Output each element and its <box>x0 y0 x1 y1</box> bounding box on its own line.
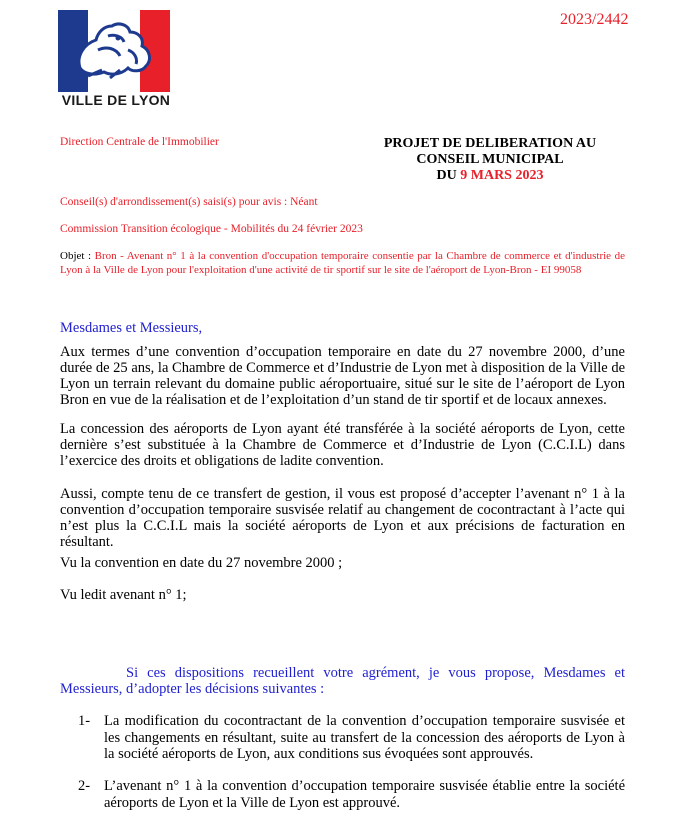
vu-avenant: Vu ledit avenant n° 1; <box>60 587 187 603</box>
decision-item-2 <box>78 778 625 811</box>
objet-block <box>60 250 625 277</box>
title-line-2: CONSEIL MUNICIPAL <box>416 152 564 167</box>
decision-text: La modification du cocontractant de la convention d’occupation temporaire susvisée et les changements en résultant, suite au transfert de la concession des aéroports de Lyon à la société aéroports de Lyon, aux conditions sus évoquées sont approuvés. <box>104 713 625 762</box>
direction-label: Direction Centrale de l'Immobilier <box>60 136 219 148</box>
proposal-text: Si ces dispositions recueillent votre agrément, je vous propose, Mesdames et Messieurs, d’adopter les décisions suivantes : <box>60 665 625 697</box>
logo-wordmark: VILLE DE LYON <box>61 92 171 108</box>
decision-number: 1- <box>78 713 91 729</box>
page-title <box>360 136 620 184</box>
paragraph-1: Aux termes d’une convention d’occupation temporaire en date du 27 novembre 2000, d’une durée de 25 ans, la Chambre de Commerce et d’Industrie de Lyon met à disposition de la Ville de Lyon un terrain relevant du domaine public aéroportuaire, situé sur le site de l’aéroport de Lyon Bron en vue de la réalisation et de l’exploitation d’un stand de tir sportif et de locaux annexes. <box>60 344 625 408</box>
paragraph-3: Aussi, compte tenu de ce transfert de gestion, il vous est proposé d’accepter l’avenant n° 1 à la convention d’occupation temporaire susvisée relatif au changement de cocontractant à l’acte qui n’est plus la C.C.I.L mais la société aéroports de Lyon et aux précisions de facturation en résultant. <box>60 486 625 550</box>
title-date-line <box>360 168 620 184</box>
document-number: 2023/2442 <box>560 11 629 28</box>
commission-line: Commission Transition écologique - Mobilités du 24 février 2023 <box>60 223 363 235</box>
paragraph-2: La concession des aéroports de Lyon ayant été transférée à la société aéroports de Lyon, cette dernière s’est substituée à la Chambre de Commerce et d’Industrie de Lyon (C.C.I.L) dans l’exercice des droits et obligations de ladite convention. <box>60 421 625 469</box>
lion-crest-icon <box>58 10 170 92</box>
objet-text: Bron - Avenant n° 1 à la convention d'occupation temporaire consentie par la Chambre de commerce et d'industrie de Lyon à la Ville de Lyon pour l'exploitation d'une activité de tir sportif sur le site de l'aéroport de Lyon-Bron - EI 99058 <box>60 250 625 276</box>
conseils-line: Conseil(s) d'arrondissement(s) saisi(s) pour avis : Néant <box>60 196 318 208</box>
title-date: 9 MARS 2023 <box>460 168 544 183</box>
title-date-prefix: DU <box>436 168 457 183</box>
objet-label: Objet : <box>60 250 92 262</box>
decision-item-1 <box>78 713 625 763</box>
decision-text: L’avenant n° 1 à la convention d’occupation temporaire susvisée établie entre la société aéroports de Lyon et la Ville de Lyon est approuvé. <box>104 778 625 811</box>
vu-convention: Vu la convention en date du 27 novembre 2000 ; <box>60 555 343 571</box>
title-line-1: PROJET DE DELIBERATION AU <box>383 136 597 151</box>
salutation: Mesdames et Messieurs, <box>60 320 203 336</box>
decision-number: 2- <box>78 778 91 794</box>
